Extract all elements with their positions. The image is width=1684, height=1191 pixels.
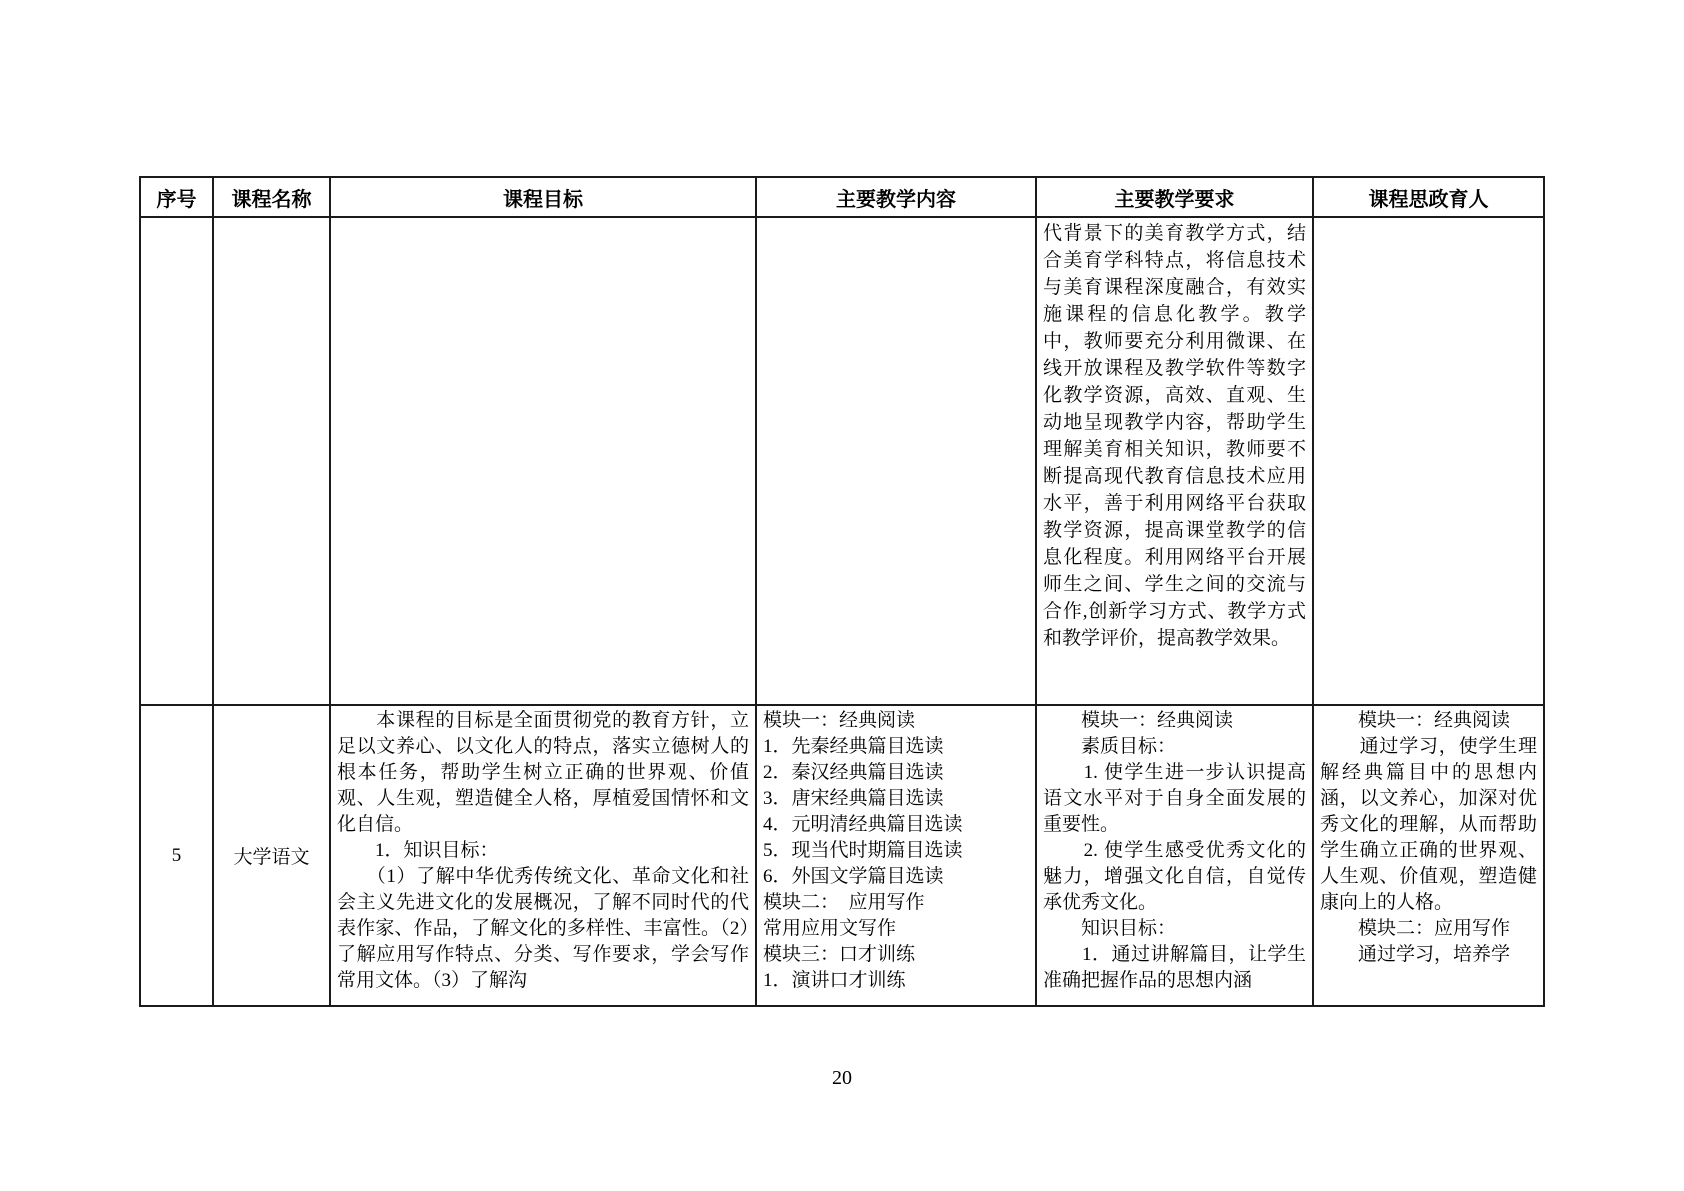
- row5-ideology-paragraphs: [1314, 706, 1543, 970]
- row5-objectives-cell: [330, 705, 756, 1006]
- teaching-content-line: 2．秦汉经典篇目选读: [763, 762, 944, 783]
- requirements-paragraph: 知识目标：: [1043, 918, 1177, 939]
- row5-teaching-content-cell: [756, 705, 1036, 1006]
- teaching-content-line: 4．元明清经典篇目选读: [763, 814, 963, 835]
- header-course-name: 课程名称: [213, 177, 330, 217]
- cont-cell-ideology: [1313, 217, 1544, 705]
- teaching-content-line: 模块二： 应用写作: [763, 892, 925, 913]
- table-row-5: [140, 705, 1544, 1006]
- header-course-objectives: 课程目标: [330, 177, 756, 217]
- header-teaching-content: 主要教学内容: [756, 177, 1036, 217]
- row5-course-name: 大学语文: [213, 705, 330, 1006]
- requirements-paragraph: 模块一：经典阅读: [1043, 710, 1234, 731]
- requirements-paragraph: 素质目标：: [1043, 736, 1177, 757]
- row5-teaching-content-lines: [757, 706, 1035, 996]
- teaching-content-line: 5．现当代时期篇目选读: [763, 840, 963, 861]
- row5-ideology-cell: [1313, 705, 1544, 1006]
- cont-cell-objectives: [330, 217, 756, 705]
- requirements-paragraph: 1. 使学生进一步认识提高语文水平对于自身全面发展的重要性。: [1043, 762, 1306, 835]
- teaching-content-line: 常用应用文写作: [763, 918, 897, 939]
- ideology-paragraph: 通过学习，使学生理解经典篇目中的思想内涵，以文养心，加深对优秀文化的理解，从而帮助学生确立正确的世界观、人生观、价值观，塑造健康向上的人格。: [1320, 736, 1537, 913]
- continuation-requirements-text: 代背景下的美育教学方式，结合美育学科特点，将信息技术与美育课程深度融合，有效实施课程的信息化教学。教学中，教师要充分利用微课、在线开放课程及教学软件等数字化教学资源，高效、直观、生动地呈现教学内容，帮助学生理解美育相关知识，教师要不断提高现代教育信息技术应用水平，善于利用网络平台获取教学资源，提高课堂教学的信息化程度。利用网络平台开展师生之间、学生之间的交流与合作,创新学习方式、教学方式和教学评价，提高教学效果。: [1043, 223, 1306, 649]
- row5-objectives-paragraphs: [331, 706, 755, 996]
- cont-cell-course-name: [213, 217, 330, 705]
- header-seq: 序号: [140, 177, 213, 217]
- table-header-row: [140, 177, 1544, 217]
- ideology-paragraph: 通过学习，培养学: [1320, 944, 1511, 965]
- row5-requirements-cell: [1036, 705, 1313, 1006]
- cont-cell-seq: [140, 217, 213, 705]
- teaching-content-line: 模块一：经典阅读: [763, 710, 916, 731]
- teaching-content-line: 模块三：口才训练: [763, 944, 916, 965]
- teaching-content-line: 1．演讲口才训练: [763, 970, 906, 991]
- objectives-paragraph: （1）了解中华优秀传统文化、革命文化和社会主义先进文化的发展概况，了解不同时代的代表作家、作品，了解文化的多样性、丰富性。（2）了解应用写作特点、分类、写作要求，学会写作常用文体。（3）了解沟: [337, 866, 749, 991]
- cont-cell-teaching-requirements: [1036, 217, 1313, 705]
- page-number: 20: [832, 1067, 852, 1089]
- teaching-content-line: 3．唐宋经典篇目选读: [763, 788, 944, 809]
- requirements-paragraph: 2. 使学生感受优秀文化的魅力，增强文化自信，自觉传承优秀文化。: [1043, 840, 1306, 913]
- objectives-paragraph: 本课程的目标是全面贯彻党的教育方针，立足以文养心、以文化人的特点，落实立德树人的根本任务，帮助学生树立正确的世界观、价值观、人生观，塑造健全人格，厚植爱国情怀和文化自信。: [337, 710, 749, 835]
- row5-seq: 5: [140, 705, 213, 1006]
- ideology-paragraph: 模块一：经典阅读: [1320, 710, 1511, 731]
- cont-cell-teaching-content: [756, 217, 1036, 705]
- header-ideology-education: 课程思政育人: [1313, 177, 1544, 217]
- requirements-paragraph: 1．通过讲解篇目，让学生准确把握作品的思想内涵: [1043, 944, 1306, 991]
- course-table: [139, 176, 1545, 1007]
- table-row-continuation: [140, 217, 1544, 705]
- teaching-content-line: 6．外国文学篇目选读: [763, 866, 944, 887]
- ideology-paragraph: 模块二：应用写作: [1320, 918, 1511, 939]
- objectives-paragraph: 1．知识目标：: [337, 840, 499, 861]
- teaching-content-line: 1．先秦经典篇目选读: [763, 736, 944, 757]
- header-teaching-requirements: 主要教学要求: [1036, 177, 1313, 217]
- row5-requirements-paragraphs: [1037, 706, 1312, 996]
